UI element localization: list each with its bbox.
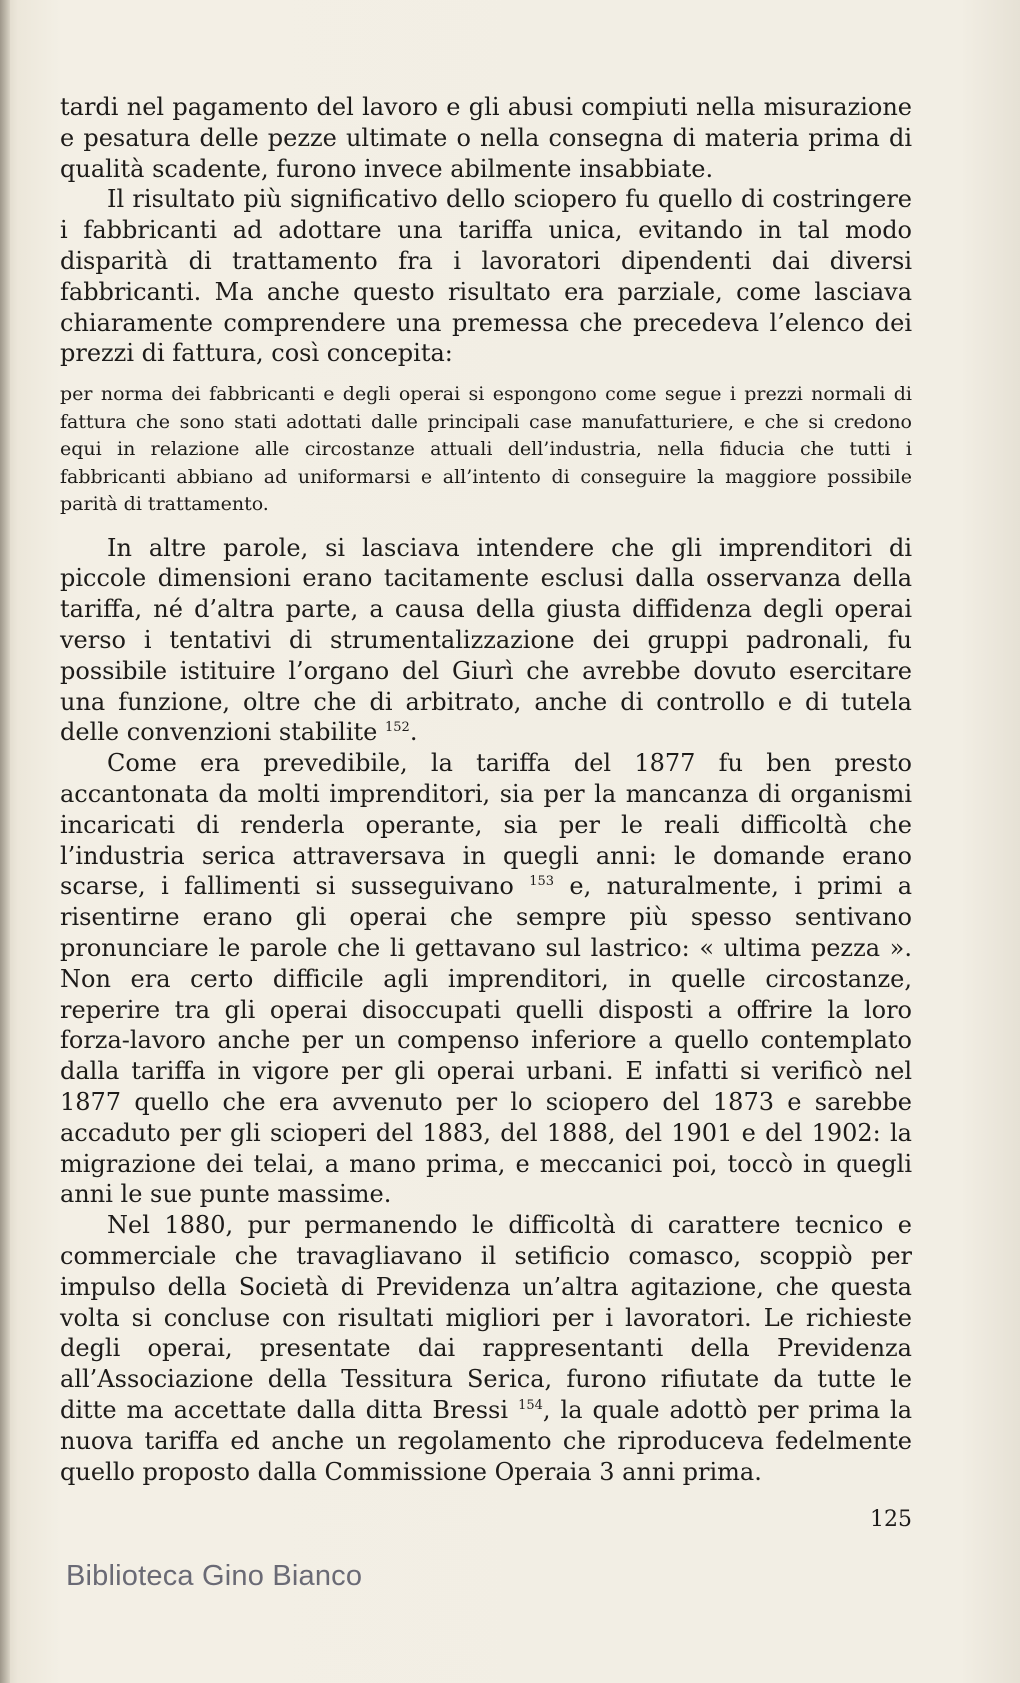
block-quote: per norma dei fabbricanti e degli operai si espongono come segue i prezzi normali di fattura che sono stati adottati dalle principali case manufatturiere, e che si credono equi in relazione alle circostanze attuali dell’industria, nella fiducia che tutti i fabbricanti abbiano ad uniformarsi e all’intento di conseguire la maggiore possibile parità di trattamento. [60, 383, 912, 516]
footnote-ref-154: 154 [518, 1397, 543, 1413]
page-number: 125 [870, 1507, 912, 1532]
paragraph-3-text: In altre parole, si lasciava intendere che gli imprenditori di piccole dimensioni erano tacitamente esclusi dalla osservanza della tariffa, né d’altra parte, a causa della giusta diffidenza degli operai verso i tentativi di strumentalizzazione dei gruppi padronali, fu possibile istituire l’organo del Giurì che avrebbe dovuto esercitare una funzione, oltre che di arbitrato, anche di controllo e di tutela delle convenzioni stabilite [60, 533, 912, 747]
binding-shadow [0, 0, 10, 1683]
paragraph-4-part-1: Come era prevedibile, la tariffa del 1877 fu ben presto accantonata da molti imprenditori, sia per la mancanza di organismi incaricati di renderla operante, sia per le reali difficoltà che l’industria serica attraversava in quegli anni: le domande erano scarse, i fallimenti si susseguivano [60, 749, 912, 901]
paragraph-3-end: . [409, 718, 418, 747]
paragraph-5-part-2: , la quale adottò per prima la nuova tariffa ed anche un regolamento che riproduceva fedelmente quello proposto dalla Commissione Operaia 3 anni prima. [60, 1395, 912, 1486]
paragraph-3 [60, 533, 912, 749]
paragraph-5-part-1: Nel 1880, pur permanendo le difficoltà di carattere tecnico e commerciale che travagliavano il setificio comasco, scoppiò per impulso della Società di Previdenza un’altra agitazione, che questa volta si concluse con risultati migliori per i lavoratori. Le richieste degli operai, presentate dai rappresentanti della Previdenza all’Associazione della Tessitura Serica, furono rifiutate da tutte le ditte ma accettate dalla ditta Bressi [60, 1211, 912, 1424]
paragraph-2: Il risultato più significativo dello sciopero fu quello di costringere i fabbricanti ad adottare una tariffa unica, evitando in tal modo disparità di trattamento fra i lavoratori dipendenti dai diversi fabbricanti. Ma anche questo risultato era parziale, come lasciava chiaramente comprendere una premessa che precedeva l’elenco dei prezzi di fattura, così concepita: [60, 185, 912, 368]
paragraph-1: tardi nel pagamento del lavoro e gli abusi compiuti nella misurazione e pesatura delle pezze ultimate o nella consegna di materia prima di qualità scadente, furono invece abilmente insabbiate. [60, 93, 912, 183]
paragraph-4 [60, 748, 912, 1210]
footnote-ref-153: 153 [529, 874, 555, 890]
page-body [60, 92, 912, 1487]
paragraph-5 [60, 1210, 912, 1487]
library-watermark: Biblioteca Gino Bianco [66, 1560, 363, 1592]
paragraph-4-part-2: e, naturalmente, i primi a risentirne erano gli operai che sempre più spesso sentivano pronunciare le parole che li gettavano sul lastrico: « ultima pezza ». Non era certo difficile agli imprenditori, in quelle circostanze, reperire tra gli operai disoccupati quelli disposti a offrire la loro forza-lavoro anche per un compenso inferiore a quello contemplato dalla tariffa in vigore per gli operai urbani. E infatti si verificò nel 1877 quello che era avvenuto per lo sciopero del 1873 e sarebbe accaduto per gli scioperi del 1883, del 1888, del 1901 e del 1902: la migrazione dei telai, a mano prima, e meccanici poi, toccò in quegli anni le sue punte massime. [60, 872, 913, 1209]
footnote-ref-152: 152 [385, 720, 410, 736]
